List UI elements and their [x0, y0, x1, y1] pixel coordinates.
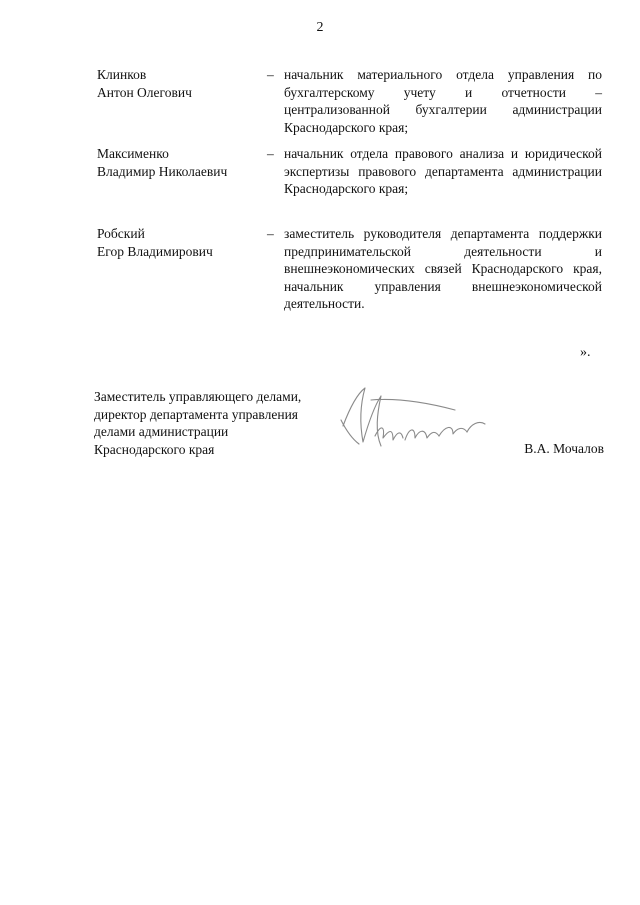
member-given-names: Антон Олегович [97, 84, 192, 100]
member-surname: Робский [97, 226, 145, 241]
signatory-title-line: Заместитель управляющего делами, [94, 389, 302, 404]
handwritten-signature [335, 380, 495, 460]
entry-dash: – [267, 226, 274, 241]
entry-dash: – [267, 67, 274, 82]
entry-dash: – [267, 146, 274, 161]
member-name [97, 145, 262, 180]
member-name [97, 225, 262, 260]
member-surname: Максименко [97, 146, 169, 161]
member-given-names: Егор Владимирович [97, 243, 213, 259]
member-role: начальник отдела правового анализа и юридической экспертизы правового департамента администрации Краснодарского края; [284, 146, 602, 196]
signatory-title-line: Краснодарского края [94, 441, 215, 457]
member-role: начальник материального отдела управления по бухгалтерскому учету и отчетности – централизованной бухгалтерии администрации Краснодарского края; [284, 67, 602, 135]
page-number: 2 [316, 20, 324, 35]
member-given-names: Владимир Николаевич [97, 163, 228, 179]
member-surname: Клинков [97, 67, 147, 82]
closing-quote: ». [580, 345, 591, 360]
member-role: заместитель руководителя департамента поддержки предпринимательской деятельности и внешнеэкономических связей Краснодарского края, начальник управления внешнеэкономической деятельности. [284, 226, 602, 311]
member-name [97, 66, 262, 101]
signatory-title-line: директор департамента управления [94, 406, 299, 422]
signer-name: В.А. Мочалов [524, 441, 604, 456]
signatory-title-line: делами администрации [94, 424, 229, 439]
